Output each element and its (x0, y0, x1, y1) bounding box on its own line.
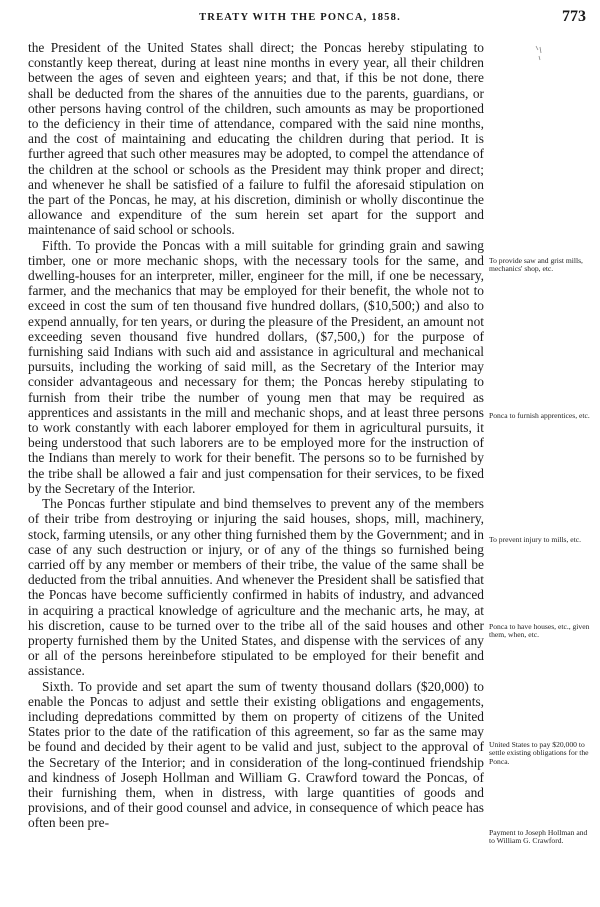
paragraph-schools: the President of the United States shall direct; the Poncas hereby stipulating to constantly keep thereat, during at least nine months in every year, all their children between the ages of seven and eighteen years; and that, if this be not done, there shall be deducted from the shares of the annuities due to the parents, guardians, or other persons having control of the children, such amounts as may be proportioned to the deficiency in their time of attendance, compared with the said nine months, and the cost of maintaining and educating the children during that period. It is further agreed that such other measures may be adopted, to compel the attendance of the children at the school or schools as the President may think proper and direct; and whenever he shall be satisfied of a failure to fulfil the aforesaid stipulation on the part of the Poncas, he may, at his discretion, diminish or wholly discontinue the allowance and expenditure of the sum herein set apart for the support and maintenance of said school or schools. (28, 40, 484, 238)
margin-note-apprentices: Ponca to furnish apprentices, etc. (489, 411, 590, 420)
treaty-body (28, 40, 484, 831)
paragraph-fifth-article: Fifth. To provide the Poncas with a mill suitable for grinding grain and sawing timber, one or more mechanic shops, with the necessary tools for the same, and dwelling-houses for an interpreter, miller, engineer for the mill, if one be necessary, farmer, and the mechanics that may be employed for their benefit, the whole not to exceed in cost the sum of ten thousand five hundred dollars, ($10,500;) and also to expend annually, for ten years, or during the pleasure of the President, an amount not exceeding seven thousand five hundred dollars, ($7,500,) for the purpose of furnishing said Indians with such aid and assistance in agricultural and mechanical pursuits, including the working of said mill, as the Secretary of the Interior may consider advantageous and necessary for them; the Poncas hereby stipulating to furnish from their tribe the number of young men that may be required as apprentices and assistants in the mill and mechanic shops, and at least three persons to work constantly with each laborer employed for them in agricultural pursuits, it being understood that such laborers are to be employed more for the instruction of the Indians than merely to work for their benefit. The persons so to be furnished by the tribe shall be allowed a fair and just compensation for their services, to be fixed by the Secretary of the Interior. (28, 237, 484, 496)
margin-note-mills: To provide saw and grist mills, mechanics' shop, etc. (489, 256, 583, 274)
paragraph-prevent-injury: The Poncas further stipulate and bind themselves to prevent any of the members of their tribe from destroying or injuring the said houses, shops, mill, machinery, stock, farming utensils, or any other thing furnished them by the Government; and in case of any such destruction or injury, or of any of the things so furnished being carried off by any member or members of their tribe, the value of the same shall be deducted from the tribal annuities. And whenever the President shall be satisfied that the Poncas have become sufficiently confirmed in habits of industry, and advanced in acquiring a practical knowledge of agriculture and the mechanic arts, he may, at his discretion, cause to be turned over to the tribe all of the said houses and other property furnished them by the United States, and dispense with the services of any or all of the persons hereinbefore stipulated to be employed for their benefit and assistance. (28, 496, 484, 679)
page-header (0, 8, 600, 28)
margin-note-payment-obligations: United States to pay $20,000 to settle existing obligations for the Ponca. (489, 740, 589, 766)
margin-note-prevent-injury: To prevent injury to mills, etc. (489, 535, 582, 544)
page-number: 773 (562, 8, 586, 25)
paragraph-sixth-article: Sixth. To provide and set apart the sum of twenty thousand dollars ($20,000) to enable the Poncas to adjust and settle their existing obligations and engagements, including depredations committed by them on property of citizens of the United States prior to the date of the ratification of this agreement, so far as the same may be found and decided by their agent to be valid and just, subject to the approval of the Secretary of the Interior; and in consideration of the long-continued friendship and kindness of Joseph Hollman and William G. Crawford toward the Poncas, of their furnishing them, when in distress, with large quantities of goods and provisions, and of their good counsel and advice, in consequence of which peace has often been pre- (28, 678, 484, 831)
margin-note-hollman-crawford: Payment to Joseph Hollman and to William G. Crawford. (489, 828, 588, 846)
running-head: TREATY WITH THE PONCA, 1858. (199, 12, 401, 23)
pencil-mark-icon (534, 44, 544, 62)
margin-note-houses: Ponca to have houses, etc., given them, when, etc. (489, 622, 590, 640)
